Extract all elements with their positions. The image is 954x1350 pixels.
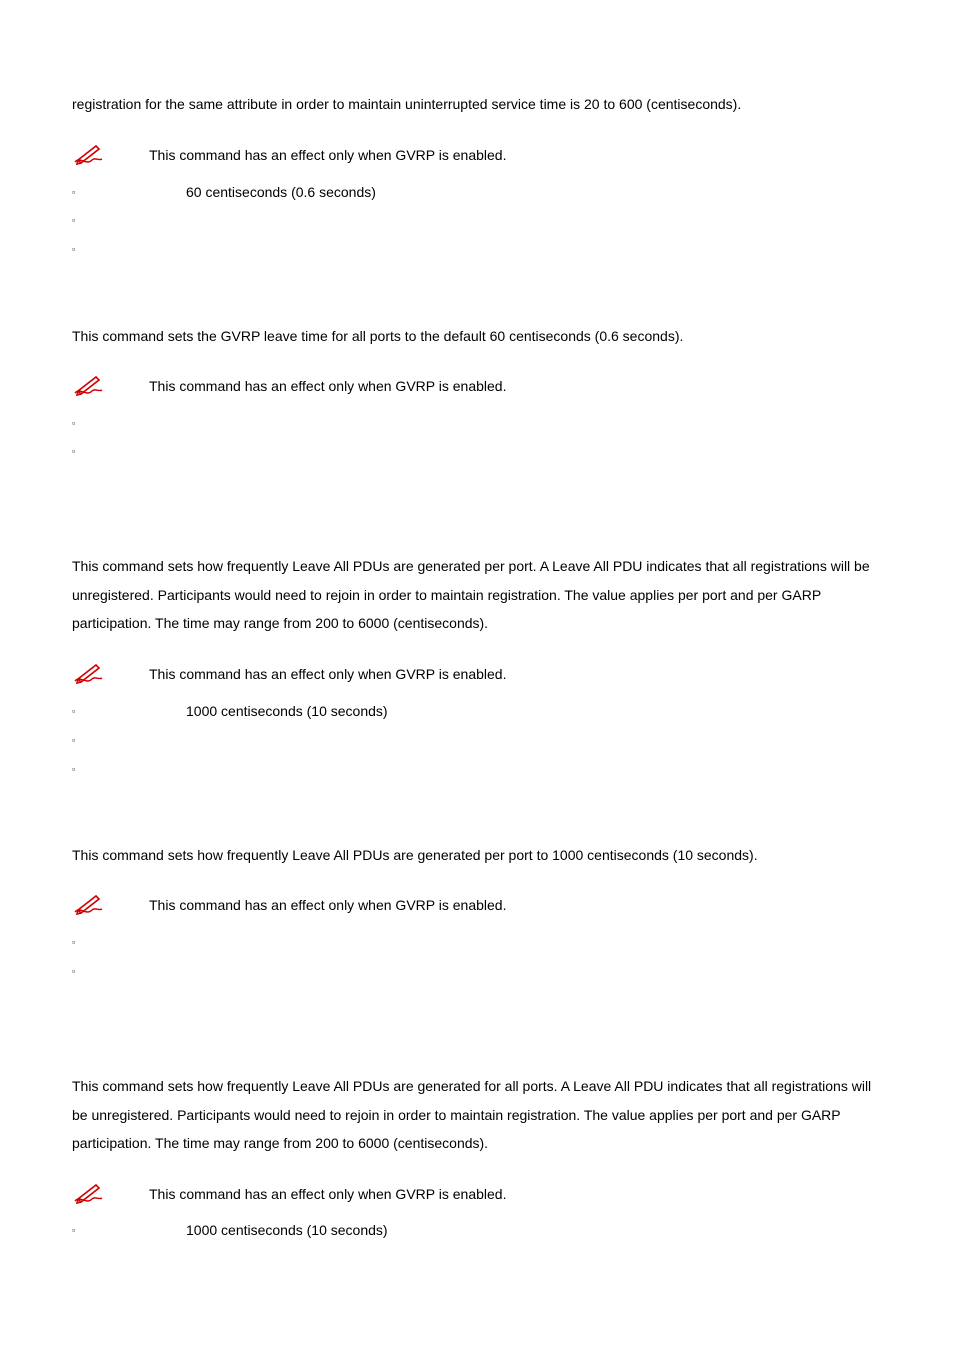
- list-item: [72, 961, 887, 981]
- bullet-icon: ▫: [72, 418, 76, 428]
- paragraph-1: registration for the same attribute in order to maintain uninterrupted service time is 20 to 600 (centiseconds).: [72, 96, 742, 112]
- note-text: This command has an effect only when GVRP is enabled.: [149, 897, 507, 913]
- pen-note-icon: [72, 142, 104, 166]
- list-item: [72, 210, 887, 230]
- pen-note-icon: [72, 1181, 104, 1205]
- list-item: [72, 932, 887, 952]
- note-1: [72, 142, 887, 166]
- pen-note-icon: [72, 661, 104, 685]
- bullet-icon: ▫: [72, 446, 76, 456]
- pen-note-icon: [72, 892, 104, 916]
- paragraph-5: This command sets how frequently Leave All PDUs are generated for all ports. A Leave All PDU indicates that all registrations will be unregistered. Participants would need to rejoin in order to maintain registration. The value applies per port and per GARP participation. The time may range from 200 to 6000 (centiseconds).: [72, 1078, 872, 1152]
- paragraph-3: This command sets how frequently Leave All PDUs are generated per port. A Leave All PDU indicates that all registrations will be unregistered. Participants would need to rejoin in order to maintain registration. The value applies per port and per GARP participation. The time may range from 200 to 6000 (centiseconds).: [72, 558, 870, 632]
- note-3: [72, 661, 887, 685]
- pen-note-icon: [72, 373, 104, 397]
- bullet-icon: ▫: [72, 735, 76, 745]
- list-item-text: 1000 centiseconds (10 seconds): [186, 1222, 388, 1238]
- bullet-icon: ▫: [72, 706, 76, 716]
- list-item: [72, 239, 887, 259]
- paragraph-4: This command sets how frequently Leave All PDUs are generated per port to 1000 centiseconds (10 seconds).: [72, 847, 758, 863]
- note-2: [72, 373, 887, 397]
- list-item-text: 60 centiseconds (0.6 seconds): [186, 184, 376, 200]
- bullet-icon: ▫: [72, 937, 76, 947]
- list-item: [72, 441, 887, 461]
- list-item: [72, 759, 887, 779]
- note-text: This command has an effect only when GVRP is enabled.: [149, 378, 507, 394]
- list-item: [72, 1220, 887, 1240]
- note-text: This command has an effect only when GVRP is enabled.: [149, 147, 507, 163]
- bullet-icon: ▫: [72, 187, 76, 197]
- bullet-icon: ▫: [72, 966, 76, 976]
- list-item: [72, 701, 887, 721]
- list-item: [72, 413, 887, 433]
- bullet-icon: ▫: [72, 1225, 76, 1235]
- list-item-text: 1000 centiseconds (10 seconds): [186, 703, 388, 719]
- note-5: [72, 1181, 887, 1205]
- note-text: This command has an effect only when GVRP is enabled.: [149, 1186, 507, 1202]
- bullet-icon: ▫: [72, 244, 76, 254]
- bullet-icon: ▫: [72, 215, 76, 225]
- list-item: [72, 730, 887, 750]
- note-text: This command has an effect only when GVRP is enabled.: [149, 666, 507, 682]
- list-item: [72, 182, 887, 202]
- paragraph-2: This command sets the GVRP leave time for all ports to the default 60 centiseconds (0.6 seconds).: [72, 328, 684, 344]
- bullet-icon: ▫: [72, 764, 76, 774]
- note-4: [72, 892, 887, 916]
